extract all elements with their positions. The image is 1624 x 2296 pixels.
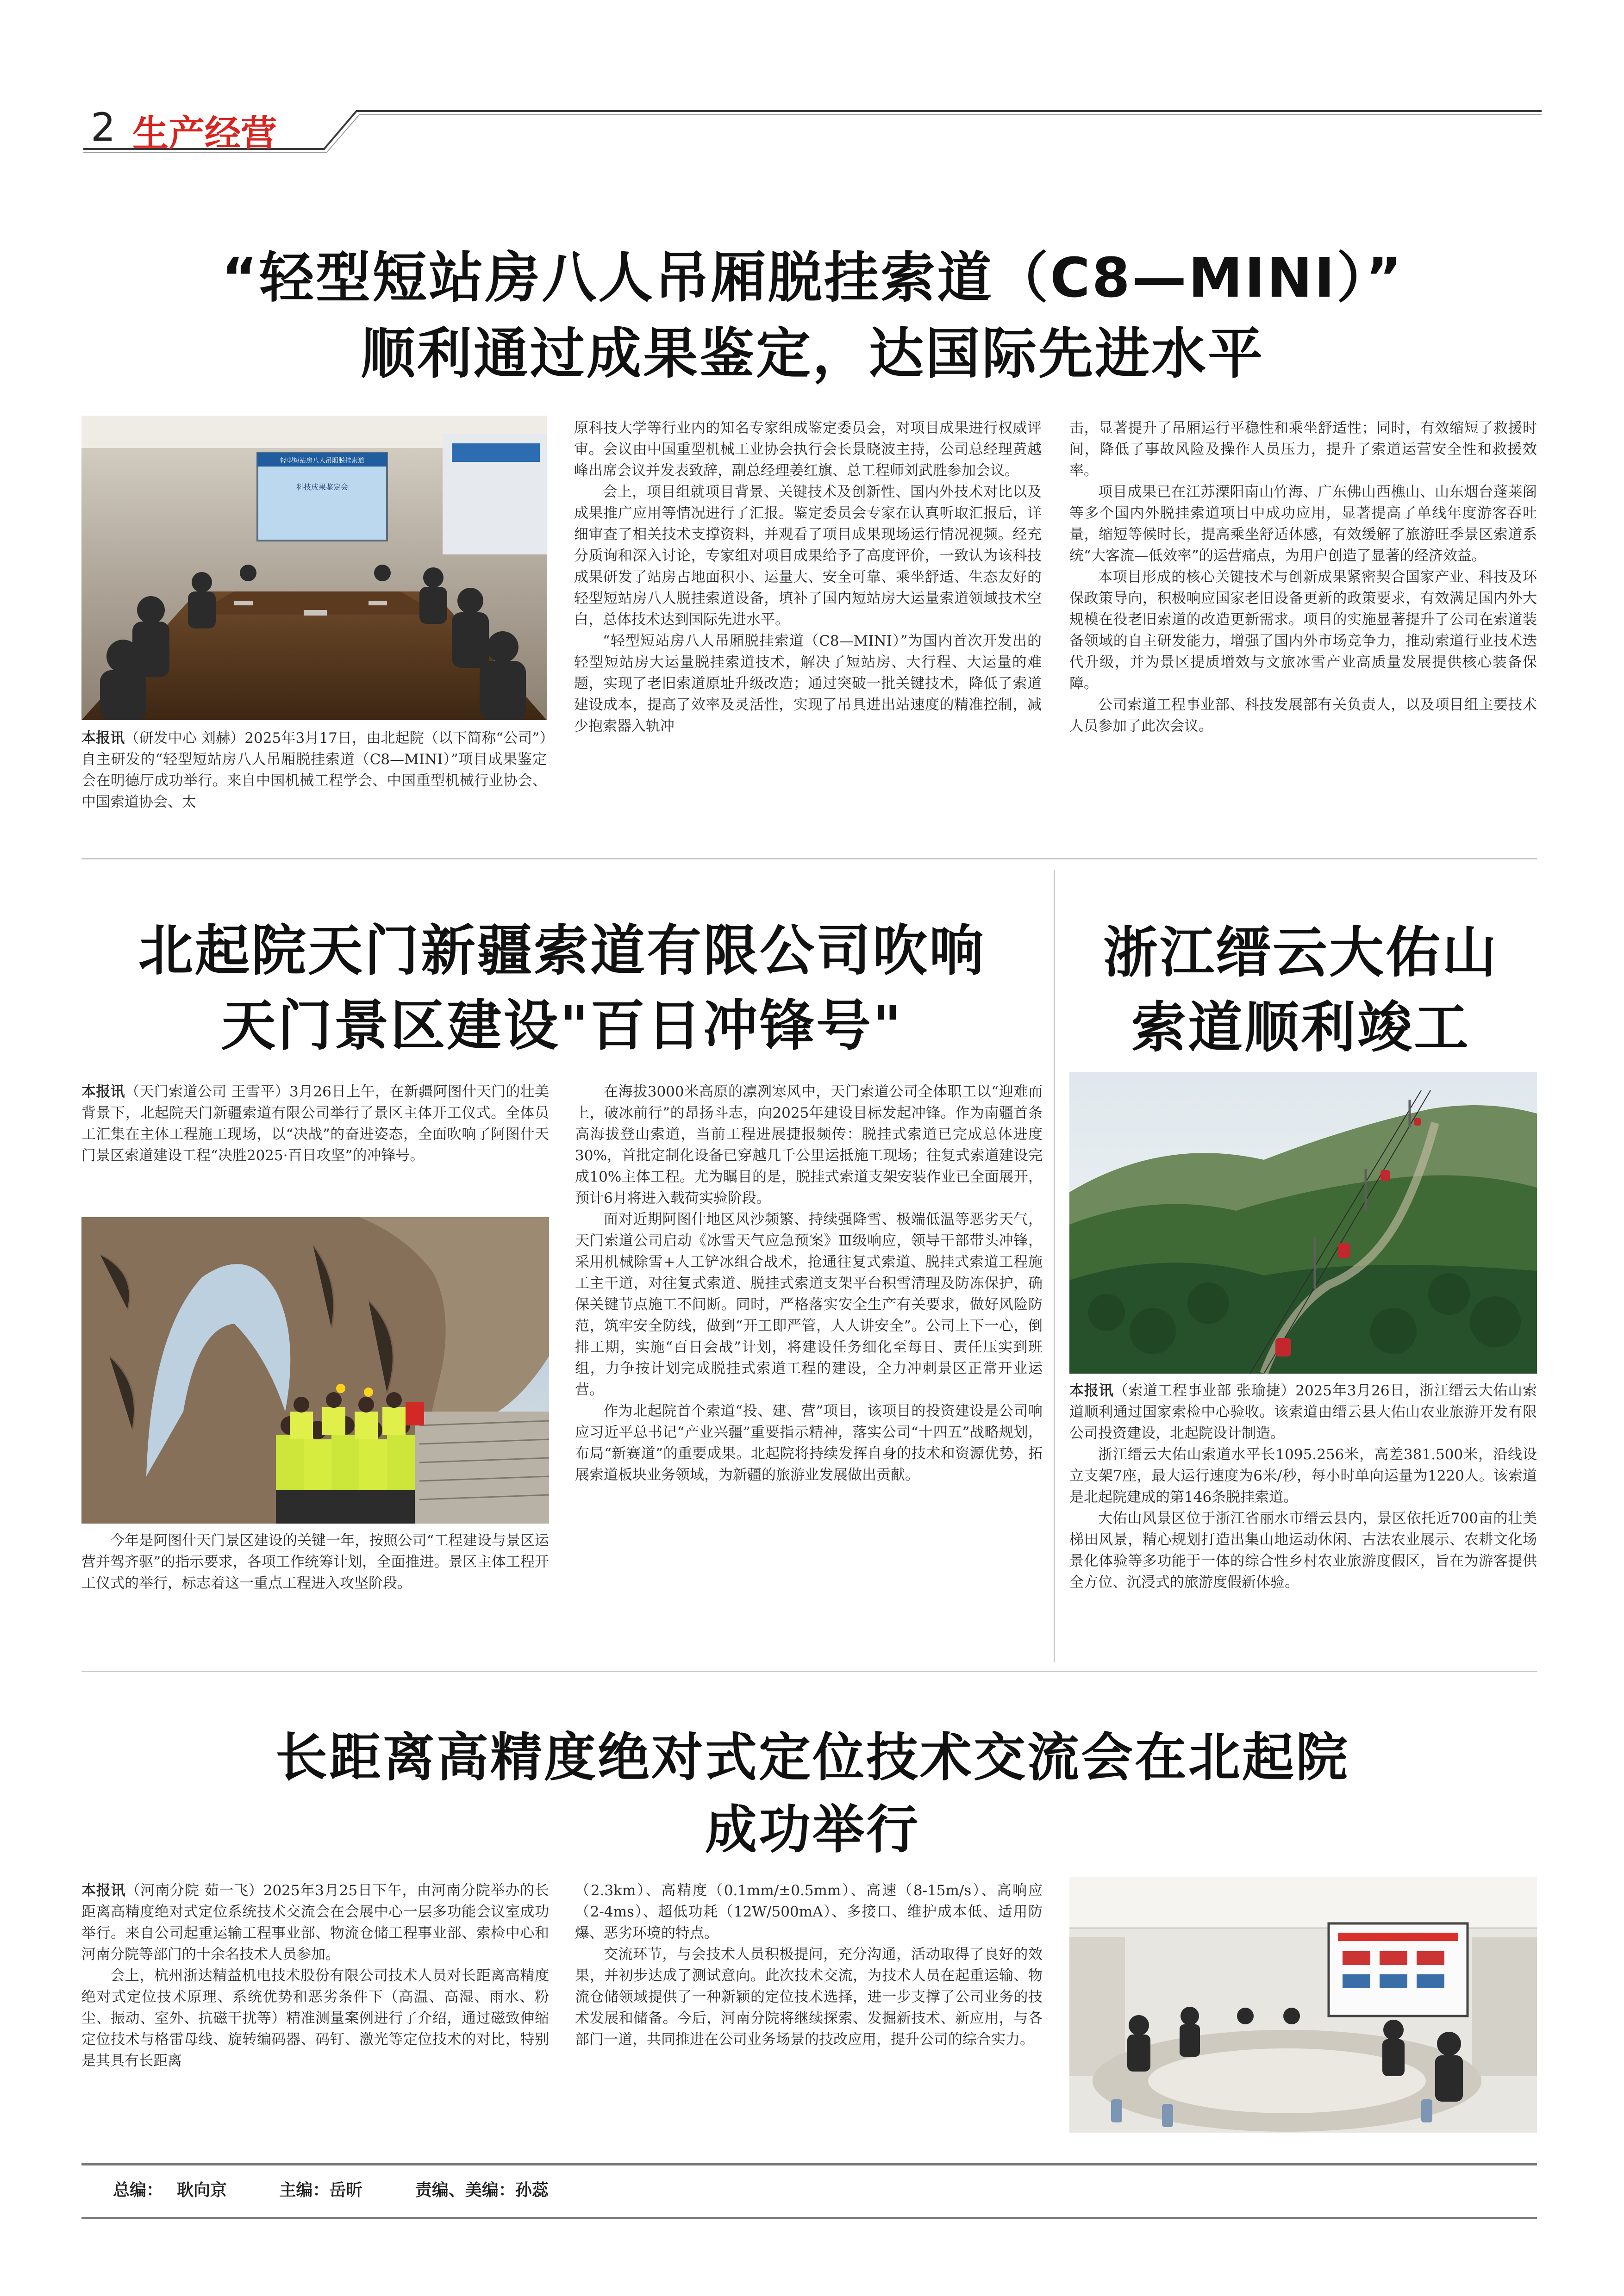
divider	[81, 1671, 1537, 1672]
paragraph: 大佑山风景区位于浙江省丽水市缙云县内，景区依托近700亩的壮美梯田风景，精心规划打造出集山地运动休闲、古法农业展示、农耕文化场景化体验等多功能于一体的综合性乡村农业旅游度假区，旨在为游客提供全方位、沉浸式的旅游度假新体验。	[1069, 1510, 1537, 1591]
paragraph: （河南分院 茹一飞）2025年3月25日下午，由河南分院举办的长距离高精度绝对式定位系统技术交流会在会展中心一层多功能会议室成功举行。来自公司起重运输工程事业部、物流仓储工程事业部、索检中心和河南分院等部门的十余名技术人员参加。	[81, 1882, 549, 1963]
article4-lead	[81, 1880, 549, 1965]
paragraph: 浙江缙云大佑山索道水平长1095.256米，高差381.500米，沿线设立支架7座，最大运行速度为6米/秒，每小时单向运量为1220人。该索道是北起院建成的第146条脱挂索道。	[1069, 1446, 1537, 1506]
footer-rule-bottom	[81, 2217, 1537, 2219]
article4-title-line2: 成功举行	[705, 1800, 920, 1860]
article4-col2	[575, 1880, 1043, 2050]
article1-col2	[574, 417, 1042, 737]
designer-name: 孙蕊	[515, 2181, 549, 2200]
chief-editor-label: 总编：	[113, 2181, 163, 2200]
paragraph: 交流环节，与会技术人员积极提问，充分沟通，活动取得了良好的效果，并初步达成了测试意向。此次技术交流，为技术人员在起重运输、物流仓储领域提供了一种新颖的定位技术选择，进一步支撑了公司业务的技术发展和储备。今后，河南分院将继续探索、发掘新技术、新应用，与各部门一道，共同推进在公司业务场景的技改应用，提升公司的综合实力。	[575, 1946, 1043, 2048]
team-rock-arch-photo	[81, 1217, 549, 1524]
article3-title-line1: 浙江缙云大佑山	[1103, 921, 1499, 984]
article2-col2	[575, 1081, 1043, 1486]
footer-rule-top	[81, 2163, 1537, 2165]
paragraph: （2.3km）、高精度（0.1mm/±0.5mm）、高速（8-15m/s）、高响应（2-4ms）、超低功耗（12W/500mA）、多接口、维护成本低、适用防爆、恶劣环境的特点。	[575, 1882, 1043, 1941]
paragraph: 本项目形成的核心关键技术与创新成果紧密契合国家产业、科技及环保政策导向，积极响应国家老旧设备更新的政策要求，有效满足国内外大规模在役老旧索道的改造更新需求。项目的实施显著提升了公司在索道装备领域的自主研发能力，增强了国内外市场竞争力，推动索道行业技术迭代升级，并为景区提质增效与文旅冰雪产业高质量发展提供核心装备保障。	[1069, 569, 1537, 692]
article1-lead	[81, 728, 547, 813]
paragraph: （天门索道公司 王雪平）3月26日上午，在新疆阿图什天门的壮美背景下，北起院天门新疆索道有限公司举行了景区主体开工仪式。全体员工汇集在主体工程施工现场，以“决战”的奋进姿态，全面吹响了阿图什天门景区索道建设工程“决胜2025·百日攻坚”的冲锋号。	[81, 1083, 549, 1164]
byline: 本报讯	[1069, 1382, 1114, 1399]
footer-credits	[113, 2177, 549, 2201]
section-title: 生产经营	[132, 113, 277, 155]
article2-col1-top	[81, 1081, 549, 1166]
designer-label: 责编、美编：	[415, 2181, 515, 2200]
paragraph: 项目成果已在江苏溧阳南山竹海、广东佛山西樵山、山东烟台蓬莱阁等多个国内外脱挂索道项目中成功应用，显著提高了单线年度游客吞吐量，缩短等候时长，提高乘坐舒适体感，有效缓解了旅游旺季景区索道系统“大客流—低效率”的运营痛点，为用户创造了显著的经济效益。	[1069, 484, 1537, 564]
paragraph: 在海拔3000米高原的凛冽寒风中，天门索道公司全体职工以“迎难而上，破冰前行”的昂扬斗志，向2025年建设目标发起冲锋。作为南疆首条高海拔登山索道，当前工程进展捷报频传：脱挂式索道已完成总体进度30%，首批定制化设备已穿越几千公里运抵施工现场；往复式索道建设完成10%主体工程。尤为瞩目的是，脱挂式索道支架安装作业已全面展开，预计6月将进入载荷实验阶段。	[575, 1083, 1043, 1207]
column-divider	[1054, 870, 1055, 1662]
byline: 本报讯	[81, 730, 125, 747]
paragraph: 击，显著提升了吊厢运行平稳性和乘坐舒适性；同时，有效缩短了救援时间，降低了事故风险及操作人员压力，提升了索道运营安全性和救援效率。	[1069, 420, 1537, 479]
article2-col1-bottom	[81, 1530, 549, 1594]
article3-title-line2: 索道顺利竣工	[1131, 996, 1470, 1059]
article1-col3	[1069, 417, 1537, 737]
article3-lead	[1069, 1380, 1537, 1444]
article1-title-line1: “轻型短站房八人吊厢脱挂索道（C8—MINI）”	[221, 246, 1404, 310]
article3-text	[1069, 1380, 1537, 1593]
byline: 本报讯	[81, 1882, 126, 1899]
screen-text-2: 科技成果鉴定会	[296, 483, 349, 492]
ropeway-forest-photo	[1069, 1072, 1537, 1374]
paragraph: 会上，杭州浙达精益机电技术股份有限公司技术人员对长距离高精度绝对式定位技术原理、系统优势和恶劣条件下（高温、高湿、雨水、粉尘、振动、室外、抗磁干扰等）精准测量案例进行了介绍，通过磁致伸缩定位技术与格雷母线、旋转编码器、码钉、激光等定位技术的对比，特别是其具有长距离	[81, 1967, 549, 2069]
paragraph: 原科技大学等行业内的知名专家组成鉴定委员会，对项目成果进行权威评审。会议由中国重型机械工业协会执行会长景晓波主持，公司总经理黄越峰出席会议并发表致辞，副总经理姜红旗、总工程师刘武胜参加会议。	[574, 420, 1042, 479]
paragraph: 面对近期阿图什地区风沙频繁、持续强降雪、极端低温等恶劣天气，天门索道公司启动《冰雪天气应急预案》Ⅲ级响应，领导干部带头冲锋，采用机械除雪+人工铲冰组合战术，抢通往复式索道、脱挂式索道工程施工主干道，对往复式索道、脱挂式索道支架平台积雪清理及防冻保护，确保关键节点施工不间断。同时，严格落实安全生产有关要求，做好风险防范，筑牢安全防线，做到“开工即严管，人人讲安全”。公司上下一心，倒排工期，实施“百日会战”计划，将建设任务细化至每日、责任压实到班组，力争按计划完成脱挂式索道工程的建设，全力冲刺景区正常开业运营。	[575, 1211, 1043, 1398]
article1-title-line2: 顺利通过成果鉴定，达国际先进水平	[360, 322, 1264, 386]
editor-name: 岳昕	[329, 2181, 363, 2200]
article1-col1	[81, 728, 547, 813]
tech-exchange-photo	[1069, 1877, 1537, 2133]
article4-col1	[81, 1880, 549, 2072]
article2-title-line2: 天门景区建设"百日冲锋号"	[221, 994, 903, 1058]
editor-label: 主编：	[279, 2181, 330, 2200]
paragraph: 公司索道工程事业部、科技发展部有关负责人，以及项目组主要技术人员参加了此次会议。	[1069, 697, 1537, 734]
article2-title-line1: 北起院天门新疆索道有限公司吹响	[138, 919, 986, 983]
paragraph: “轻型短站房八人吊厢脱挂索道（C8—MINI）”为国内首次开发出的轻型短站房大运量脱挂索道技术，解决了短站房、大行程、大运量的难题，实现了老旧索道原址升级改造；通过突破一批关键技术，降低了索道建设成本，提高了效率及灵活性，实现了吊具进出站速度的精准控制，减少抱索器入轨冲	[574, 633, 1042, 734]
byline: 本报讯	[81, 1083, 125, 1100]
paragraph: （索道工程事业部 张瑜捷）2025年3月26日，浙江缙云大佑山索道顺利通过国家索检中心验收。该索道由缙云县大佑山农业旅游开发有限公司投资建设，北起院设计制造。	[1069, 1382, 1537, 1442]
meeting-room-photo	[81, 416, 547, 720]
page-header	[0, 0, 1624, 157]
article2-lead	[81, 1081, 549, 1166]
chief-editor-name: 耿向京	[177, 2181, 227, 2200]
screen-text: 轻型短站房八人吊厢脱挂索道	[280, 457, 364, 465]
paragraph: 作为北起院首个索道“投、建、营”项目，该项目的投资建设是公司响应习近平总书记“产业兴疆”重要指示精神，落实公司“十四五”战略规划，布局“新赛道”的重要成果。北起院将持续发挥自身的技术和资源优势，拓展索道板块业务领域，为新疆的旅游业发展做出贡献。	[575, 1403, 1043, 1483]
page-number: 2	[91, 105, 116, 150]
paragraph: 今年是阿图什天门景区建设的关键一年，按照公司“工程建设与景区运营并驾齐驱”的指示要求，各项工作统筹计划，全面推进。景区主体工程开工仪式的举行，标志着这一重点工程进入攻坚阶段。	[81, 1532, 549, 1592]
paragraph: 会上，项目组就项目背景、关键技术及创新性、国内外技术对比以及成果推广应用等情况进行了汇报。鉴定委员会专家在认真听取汇报后，详细审查了相关技术支撑资料，并观看了项目成果现场运行情况视频。经充分质询和深入讨论，专家组对项目成果给予了高度评价，一致认为该科技成果研发了站房占地面积小、运量大、安全可靠、乘坐舒适、生态友好的轻型短站房八人脱挂索道设备，填补了国内短站房大运量索道领域技术空白，总体技术达到国际先进水平。	[574, 484, 1042, 628]
article4-title-line1: 长距离高精度绝对式定位技术交流会在北起院	[275, 1728, 1349, 1788]
divider	[81, 858, 1537, 859]
paragraph: （研发中心 刘赫）2025年3月17日，由北起院（以下简称“公司”）自主研发的“轻型短站房八人吊厢脱挂索道（C8—MINI）”项目成果鉴定会在明德厅成功举行。来自中国机械工程学会、中国重型机械行业协会、中国索道协会、太	[81, 730, 547, 810]
